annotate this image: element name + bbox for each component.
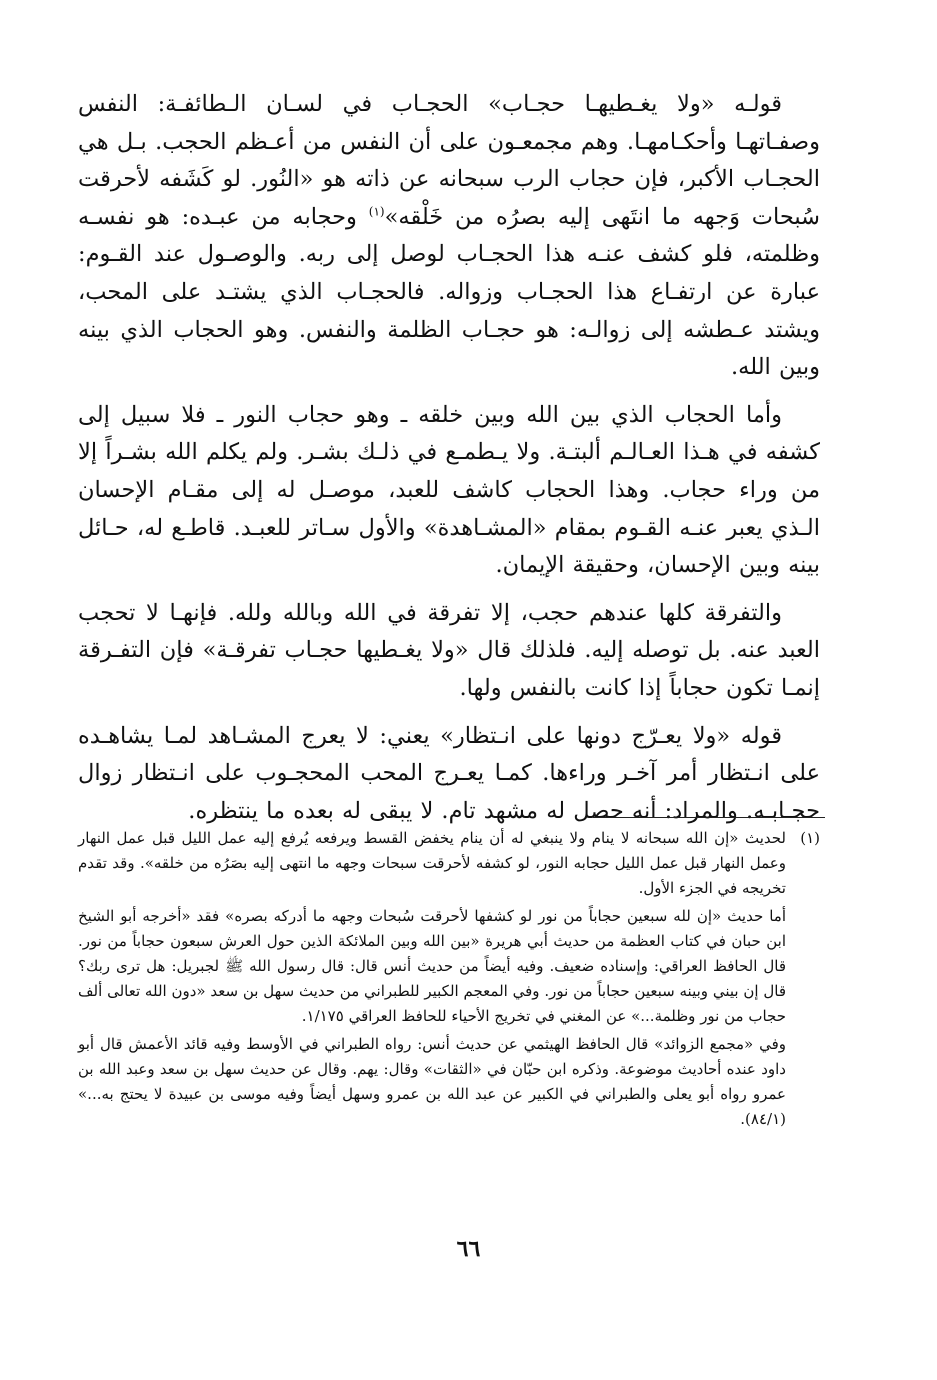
footnote-reference[interactable]: (١): [368, 204, 385, 219]
paragraph-3: والتفرقة كلها عندهم حجب، إلا تفرقة في الله وبالله ولله. فإنهـا لا تحجب العبد عنه. بل توصله إليه. فلذلك قال «ولا يغـطيها حجـاب تفرقـة» فإن التفـرقة إنمـا تكون حجاباً إذا كانت بالنفس ولها.: [78, 599, 820, 701]
paragraph-4: قوله «ولا يعـرّج دونها على انـتظار» يعني: لا يعرج المشـاهد لمـا يشاهـده على انـتظار أمر آخـر وراءها. كمـا يعـرج المحب المحجـوب على انـتظار زوال حجـابـه. والمراد: أنه حصل له مشهد تام. لا يبقى له بعده ما ينتظره.: [78, 722, 820, 824]
footnote-separator: [593, 817, 825, 818]
paragraph-2: وأما الحجاب الذي بين الله وبين خلقه ـ وهو حجاب النور ـ فلا سبيل إلى كشفه في هـذا العـالـم ألبتـة. ولا يـطمـع في ذلـك بشـر. ولم يكلم الله بشـراً إلا من وراء حجاب. وهذا الحجاب كاشف للعبد، موصـل له إلى مقـام الإحسان الـذي يعبر عنـه القـوم بمقام «المشـاهدة» والأول سـاتر للعبـد. قاطـع له، حـائل بينه وبين الإحسان، وحقيقة الإيمان.: [78, 401, 820, 579]
paragraph-1-text: قولـه «ولا يغـطيهـا حجـاب» الحجـاب في لسـان الـطائفـة: النفس وصفـاتهـا وأحكـامهـا. وهم مجمعـون على أن النفس من أعـظم الحجب. بـل هي الحجـاب الأكبر، فإن حجاب الرب سبحانه عن ذاته هو «النُور. لو كَشَفه لأحرقت سُبحات وَجهه ما انتَهى إليه بصرُه من خَلْقه»: [78, 91, 821, 230]
paragraph-1: [78, 86, 820, 387]
footnote-1-text: لحديث «إن الله سبحانه لا ينام ولا ينبغي له أن ينام يخفض القسط ويرفعه يُرفع إليه عمل الليل قبل عمل النهار وعمل النهار قبل عمل الليل حجابه النور، لو كشفه لأحرقت سبحات وجهه ما انتهى إليه بصَرُه من خلقه». وقد تقدم تخريجه في الجزء الأول.: [78, 829, 786, 898]
footnote-number: (١): [800, 829, 820, 847]
page-number: ٦٦: [456, 1236, 481, 1262]
main-text: [78, 86, 820, 840]
footnote-1: [78, 826, 820, 902]
footnotes: [78, 826, 820, 1134]
footnote-1-continuation-a: أما حديث «إن لله سبعين حجاباً من نور لو كشفها لأحرقت سُبحات وجهه ما أدركه بصره» فقد «أخرجه أبو الشيخ ابن حبان في كتاب العظمة من حديث أبي هريرة «بين الله وبين الملائكة الذين حول العرش سبعون حجاباً من نور. قال الحافظ العراقي: وإسناده ضعيف. وفيه أيضاً من حديث أنس قال: قال رسول الله ﷺ لجبريل: هل ترى ربك؟ قال إن بيني وبينه سبعين حجاباً من نور. وفي المعجم الكبير للطبراني من حديث سهل بن سعد «دون الله تعالى ألف حجاب من نور وظلمة...» عن المغني في تخريج الأحياء للحافظ العراقي ١/١٧٥.: [78, 906, 786, 1026]
paragraph-1-tail: وحجابه من عبـده: هو نفسـه وظلمته، فلو كشف عنـه هذا الحجـاب لوصل إلى ربه. والوصـول عند القـوم: عبارة عن ارتفـاع هذا الحجـاب وزواله. فالحجـاب الذي يشتـد على المحب، ويشتد عـطشه إلى زوالـه: هو حجـاب الظلمة والنفس. وهو الحجاب الذي بينه وبين الله.: [78, 203, 820, 381]
footnote-1-continuation-b: وفي «مجمع الزوائد» قال الحافظ الهيثمي عن حديث أنس: رواه الطبراني في الأوسط وفيه قائد الأعمش قال أبو داود عنده أحاديث موضوعة. وذكره ابن حبّان في «الثقات» وقال: يهم. وقال عن حديث سهل بن سعد وعبد الله بن عمرو رواه أبو يعلى والطبراني في الكبير عن عبد الله بن عمرو وسهل أيضاً وفيه موسى بن عبيدة لا يحتج به...» (٨٤/١).: [78, 1034, 786, 1129]
